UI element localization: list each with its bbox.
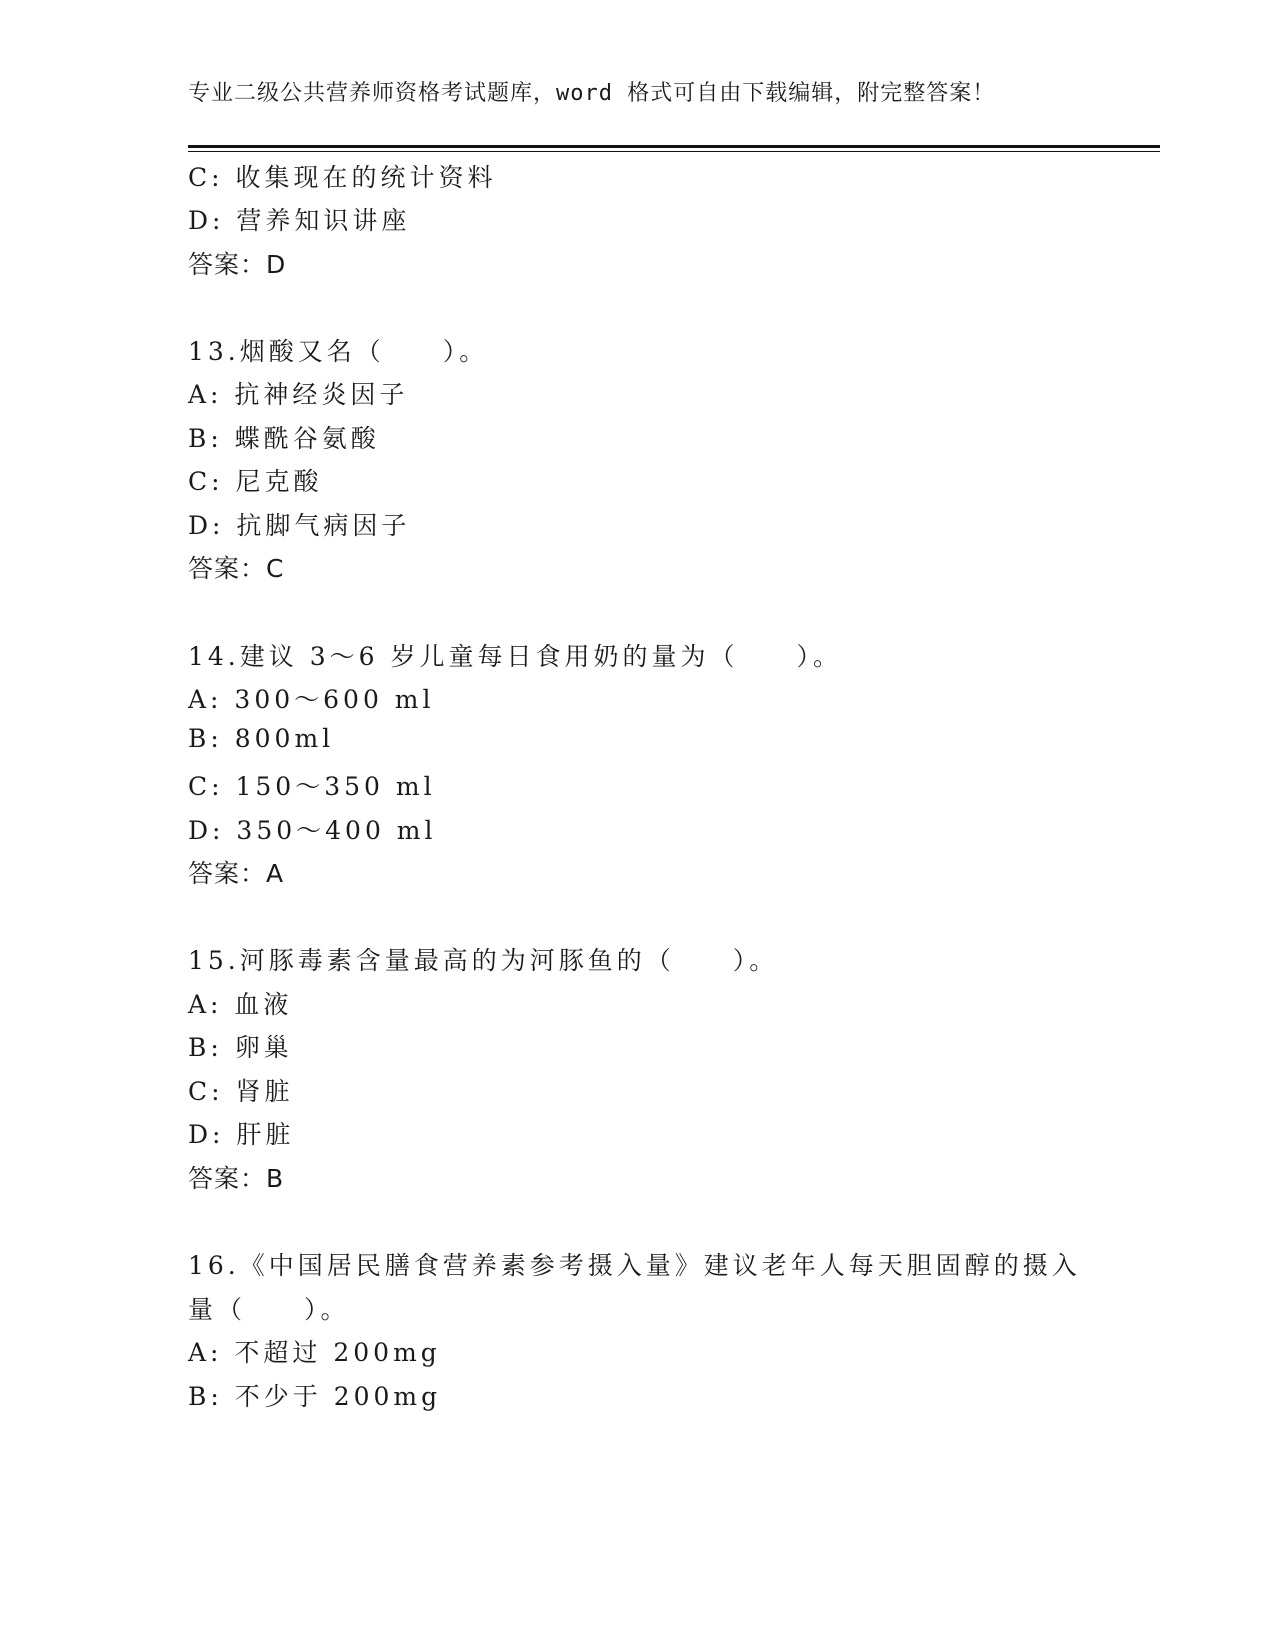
question-16-stem-continued: 量（ ）。 (188, 1295, 350, 1324)
option-d: D: 营养知识讲座 (188, 206, 411, 235)
question-13-option-b: B: 蝶酰谷氨酸 (188, 424, 380, 453)
question-13-answer: 答案：C (188, 554, 285, 583)
question-15-answer: 答案：B (188, 1164, 285, 1193)
question-15-option-b: B: 卵巢 (188, 1033, 293, 1062)
question-16-stem: 16.《中国居民膳食营养素参考摄入量》建议老年人每天胆固醇的摄入 (188, 1251, 1081, 1280)
question-16-option-b: B: 不少于 200mg (188, 1382, 442, 1411)
question-13-option-d: D: 抗脚气病因子 (188, 511, 411, 540)
page-header: 专业二级公共营养师资格考试题库，word 格式可自由下载编辑，附完整答案！ (188, 81, 996, 106)
header-rule-thin (188, 151, 1160, 152)
question-16-option-a: A: 不超过 200mg (188, 1338, 441, 1367)
question-13-stem: 13.烟酸又名（ ）。 (188, 337, 489, 366)
question-13-option-a: A: 抗神经炎因子 (188, 380, 409, 409)
question-13-option-c: C: 尼克酸 (188, 467, 323, 496)
question-15-option-c: C: 肾脏 (188, 1077, 294, 1106)
question-15-option-a: A: 血液 (188, 990, 293, 1019)
answer-line: 答案：D (188, 250, 287, 279)
question-15-option-d: D: 肝脏 (188, 1120, 295, 1149)
question-14-stem: 14.建议 3～6 岁儿童每日食用奶的量为（ ）。 (188, 642, 842, 671)
question-15-stem: 15.河豚毒素含量最高的为河豚鱼的（ ）。 (188, 946, 779, 975)
question-14-option-a: A: 300～600 ml (188, 685, 435, 714)
question-14-option-d: D: 350～400 ml (188, 816, 437, 845)
question-14-answer: 答案：A (188, 859, 285, 888)
question-14-option-b: B: 800ml (188, 724, 335, 753)
option-c: C: 收集现在的统计资料 (188, 163, 497, 192)
header-rule-thick (188, 145, 1160, 148)
question-14-option-c: C: 150～350 ml (188, 772, 436, 801)
